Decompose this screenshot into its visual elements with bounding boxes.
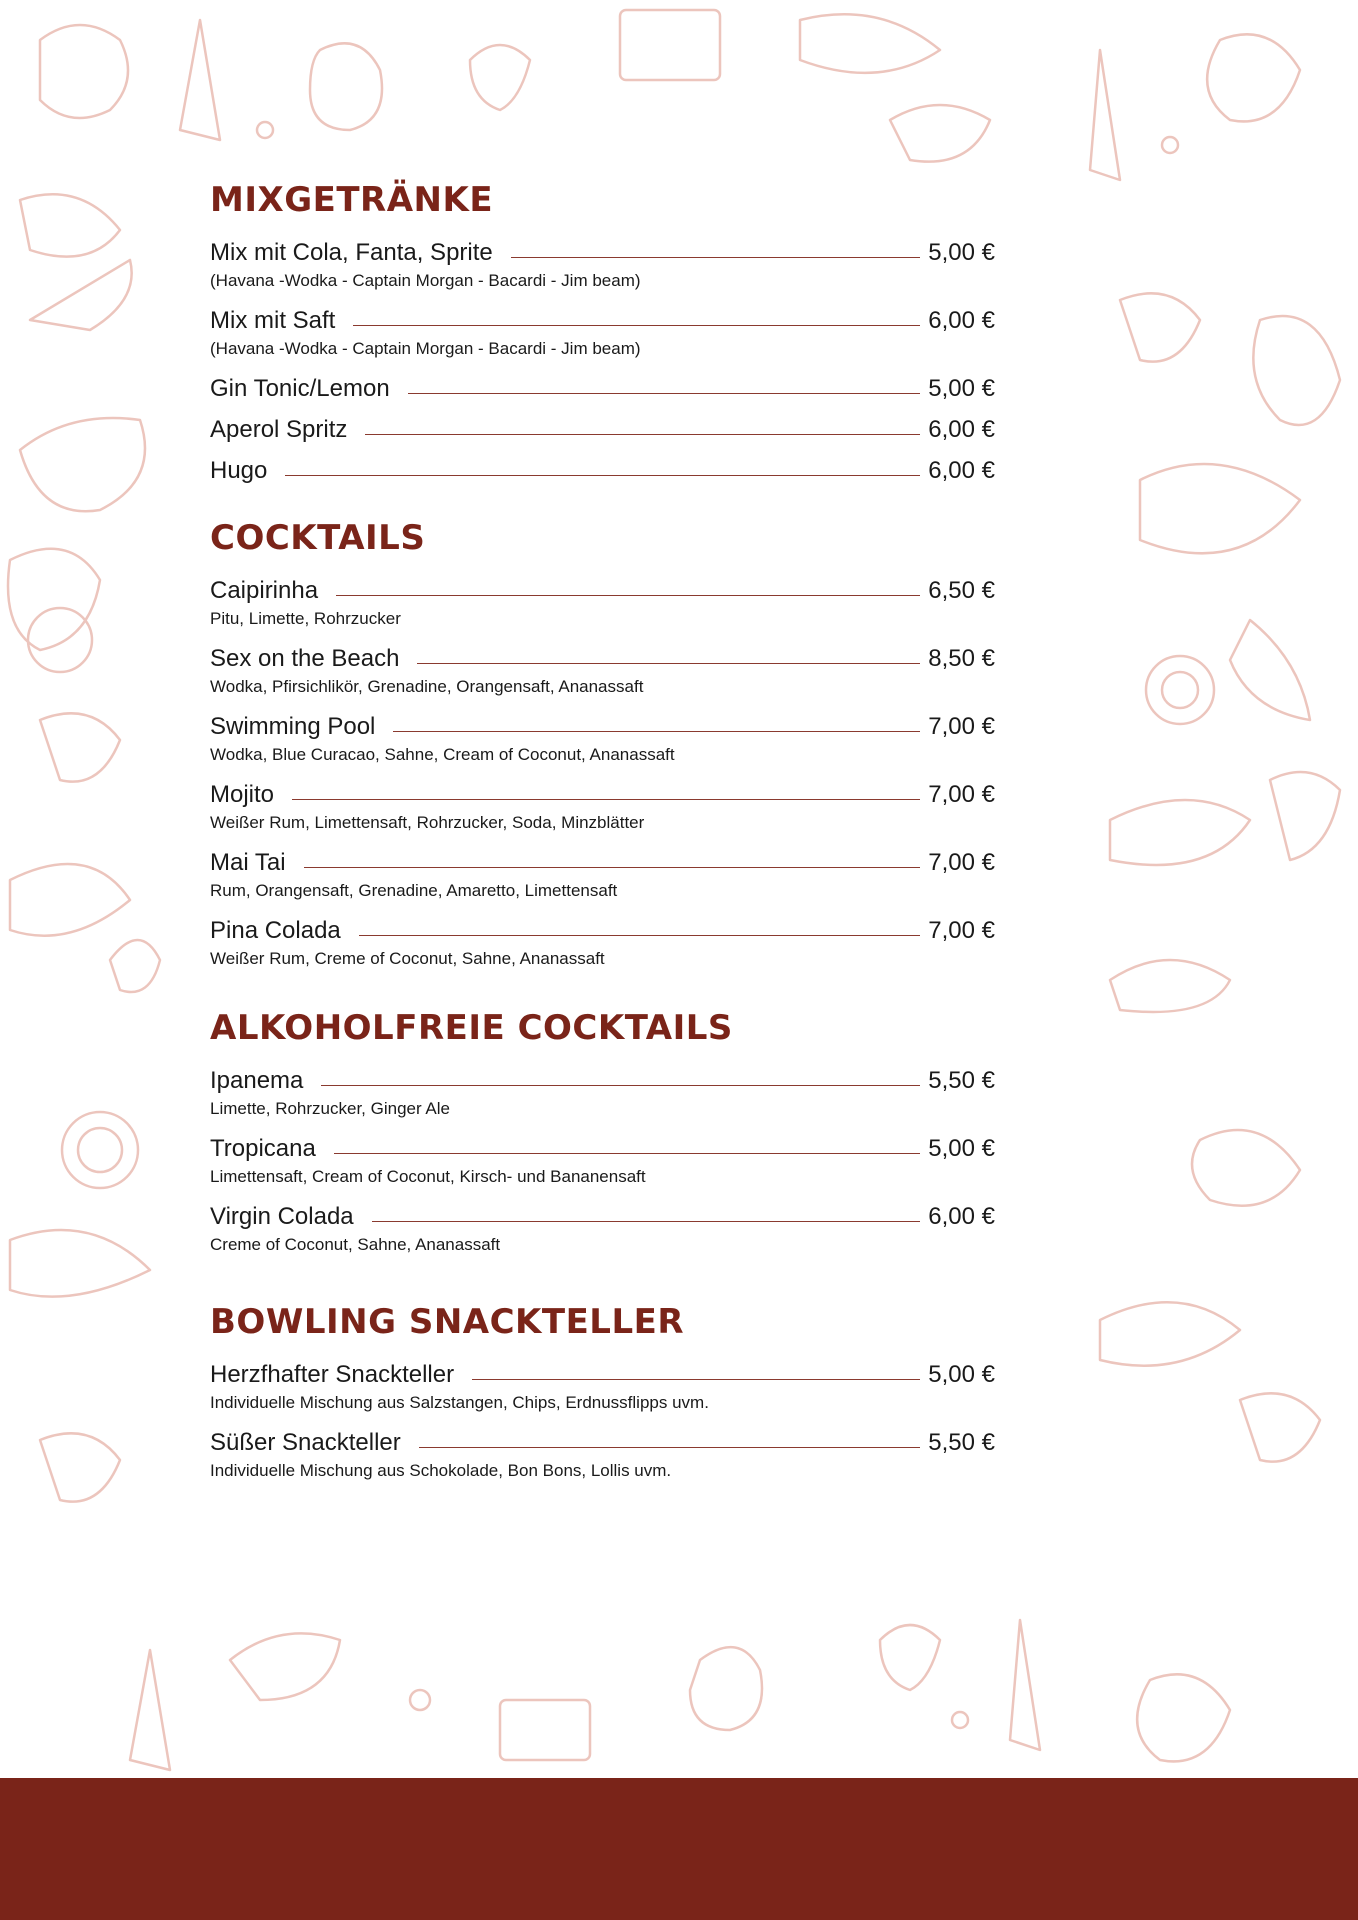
price-leader-line <box>353 325 920 326</box>
item-price: 6,00 € <box>928 457 995 484</box>
menu-item <box>210 908 995 976</box>
menu-item <box>210 1058 995 1126</box>
menu-item <box>210 1194 995 1262</box>
item-price: 6,00 € <box>928 1203 995 1230</box>
price-leader-line <box>511 257 921 258</box>
item-name: Swimming Pool <box>210 713 376 740</box>
menu-item <box>210 568 995 636</box>
item-description: (Havana -Wodka - Captain Morgan - Bacardi - Jim beam) <box>210 339 641 358</box>
price-leader-line <box>285 475 920 476</box>
price-leader-line <box>393 731 920 732</box>
item-price: 7,00 € <box>928 781 995 808</box>
menu-item <box>210 1352 995 1420</box>
footer-band <box>0 1778 1358 1920</box>
item-price: 6,00 € <box>928 416 995 443</box>
menu-item-row <box>210 704 995 742</box>
item-description: Pitu, Limette, Rohrzucker <box>210 609 401 628</box>
menu-item-row <box>210 908 995 946</box>
item-price: 5,50 € <box>928 1067 995 1094</box>
item-price: 8,50 € <box>928 645 995 672</box>
item-name: Pina Colada <box>210 917 341 944</box>
section-title: COCKTAILS <box>210 518 426 558</box>
menu-item-row <box>210 772 995 810</box>
item-name: Aperol Spritz <box>210 416 348 443</box>
price-leader-line <box>372 1221 921 1222</box>
menu-item-row <box>210 230 995 268</box>
price-leader-line <box>292 799 920 800</box>
menu-section <box>210 170 995 486</box>
item-name: Caipirinha <box>210 577 319 604</box>
menu-item <box>210 366 995 404</box>
item-description: Limette, Rohrzucker, Ginger Ale <box>210 1099 451 1118</box>
menu-section <box>210 998 995 1262</box>
item-price: 5,00 € <box>928 1361 995 1388</box>
item-name: Herzfhafter Snackteller <box>210 1361 455 1388</box>
menu-item-row <box>210 1194 995 1232</box>
section-title: BOWLING SNACKTELLER <box>210 1302 685 1342</box>
menu-item <box>210 230 995 298</box>
price-leader-line <box>321 1085 920 1086</box>
menu-item <box>210 636 995 704</box>
menu-item <box>210 704 995 772</box>
item-name: Mix mit Saft <box>210 307 336 334</box>
price-leader-line <box>304 867 921 868</box>
menu-item-row <box>210 366 995 404</box>
menu-item <box>210 772 995 840</box>
item-name: Hugo <box>210 457 268 484</box>
item-name: Mojito <box>210 781 275 808</box>
item-name: Tropicana <box>210 1135 316 1162</box>
section-title: ALKOHOLFREIE COCKTAILS <box>210 1008 733 1048</box>
item-description: Wodka, Blue Curacao, Sahne, Cream of Coconut, Ananassaft <box>210 745 675 764</box>
item-name: Süßer Snackteller <box>210 1429 401 1456</box>
item-description: Limettensaft, Cream of Coconut, Kirsch- und Bananensaft <box>210 1167 646 1186</box>
price-leader-line <box>359 935 921 936</box>
item-name: Ipanema <box>210 1067 304 1094</box>
item-description: Individuelle Mischung aus Schokolade, Bon Bons, Lollis uvm. <box>210 1461 672 1480</box>
item-price: 7,00 € <box>928 849 995 876</box>
menu-item <box>210 448 995 486</box>
item-name: Mix mit Cola, Fanta, Sprite <box>210 239 493 266</box>
menu-item <box>210 840 995 908</box>
item-name: Mai Tai <box>210 849 286 876</box>
section-title: MIXGETRÄNKE <box>210 180 494 220</box>
menu-item-row <box>210 568 995 606</box>
item-description: Wodka, Pfirsichlikör, Grenadine, Orangensaft, Ananassaft <box>210 677 644 696</box>
item-description: Individuelle Mischung aus Salzstangen, Chips, Erdnussflipps uvm. <box>210 1393 709 1412</box>
menu-item-row <box>210 840 995 878</box>
item-price: 5,00 € <box>928 1135 995 1162</box>
menu-item <box>210 1420 995 1488</box>
price-leader-line <box>417 663 920 664</box>
price-leader-line <box>334 1153 920 1154</box>
menu-item-row <box>210 1420 995 1458</box>
menu-section <box>210 1292 995 1488</box>
item-description: Weißer Rum, Creme of Coconut, Sahne, Ananassaft <box>210 949 605 968</box>
menu-item-row <box>210 636 995 674</box>
menu-item-row <box>210 1352 995 1390</box>
item-description: Creme of Coconut, Sahne, Ananassaft <box>210 1235 501 1254</box>
item-name: Gin Tonic/Lemon <box>210 375 390 402</box>
price-leader-line <box>408 393 921 394</box>
price-leader-line <box>472 1379 920 1380</box>
drinks-menu <box>210 170 995 1488</box>
item-description: (Havana -Wodka - Captain Morgan - Bacardi - Jim beam) <box>210 271 641 290</box>
item-price: 6,50 € <box>928 577 995 604</box>
price-leader-line <box>419 1447 921 1448</box>
item-price: 7,00 € <box>928 917 995 944</box>
price-leader-line <box>336 595 920 596</box>
price-leader-line <box>365 434 920 435</box>
item-price: 6,00 € <box>928 307 995 334</box>
menu-item-row <box>210 1058 995 1096</box>
item-price: 5,50 € <box>928 1429 995 1456</box>
menu-item-row <box>210 298 995 336</box>
menu-item <box>210 298 995 366</box>
menu-section <box>210 508 995 976</box>
item-name: Virgin Colada <box>210 1203 354 1230</box>
item-description: Rum, Orangensaft, Grenadine, Amaretto, Limettensaft <box>210 881 618 900</box>
item-price: 5,00 € <box>928 239 995 266</box>
menu-item-row <box>210 1126 995 1164</box>
menu-item <box>210 407 995 445</box>
menu-item-row <box>210 448 995 486</box>
item-description: Weißer Rum, Limettensaft, Rohrzucker, Soda, Minzblätter <box>210 813 645 832</box>
item-name: Sex on the Beach <box>210 645 400 672</box>
menu-item-row <box>210 407 995 445</box>
item-price: 7,00 € <box>928 713 995 740</box>
menu-item <box>210 1126 995 1194</box>
item-price: 5,00 € <box>928 375 995 402</box>
